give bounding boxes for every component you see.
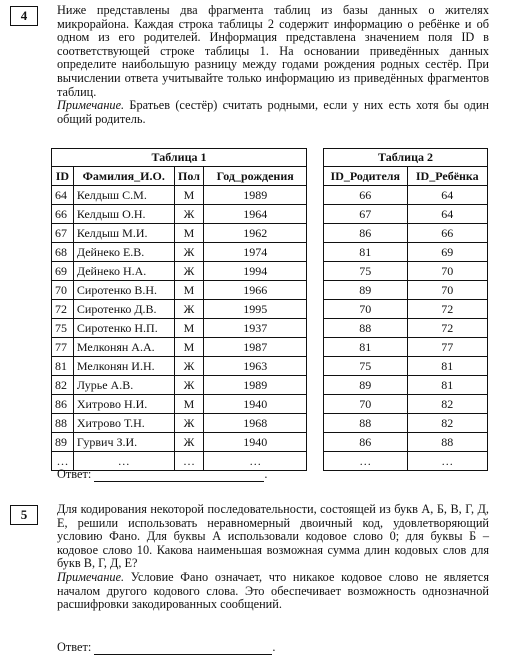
table-1-cell: 88 xyxy=(52,414,74,433)
table-1-cell: Дейнеко Н.А. xyxy=(73,262,174,281)
table-2-cell: 82 xyxy=(407,395,487,414)
table-1-cell: 68 xyxy=(52,243,74,262)
table-1-cell: 1964 xyxy=(204,205,307,224)
table-2-cell: 88 xyxy=(324,414,408,433)
table-2-row xyxy=(324,281,488,300)
table-1-cell: 75 xyxy=(52,319,74,338)
table-1-cell: Келдыш М.И. xyxy=(73,224,174,243)
table-2-cell: 70 xyxy=(407,262,487,281)
table-1-cell: Сиротенко Д.В. xyxy=(73,300,174,319)
table-1-cell: М xyxy=(174,224,204,243)
table-1-cell: … xyxy=(73,452,174,471)
table-1-cell: 1968 xyxy=(204,414,307,433)
table-1-cell: Ж xyxy=(174,243,204,262)
table-1-row xyxy=(52,224,307,243)
table-2-row xyxy=(324,357,488,376)
table-1-cell: Ж xyxy=(174,262,204,281)
table-1-row xyxy=(52,433,307,452)
table-1-cell: 1962 xyxy=(204,224,307,243)
table-1-cell: 1937 xyxy=(204,319,307,338)
table-1-cell: 1940 xyxy=(204,395,307,414)
table-1-cell: Келдыш С.М. xyxy=(73,186,174,205)
task-5-answer-label: Ответ: xyxy=(57,640,92,654)
table-1-cell: 1940 xyxy=(204,433,307,452)
table-1-cell: М xyxy=(174,319,204,338)
table-2-header-cell: ID_Родителя xyxy=(324,167,408,186)
task-4-question: Ниже представлены два фрагмента таблиц из базы данных о жителях микрорайона. Каждая строка таблицы 2 содержит информацию о ребёнке и об одном из его родителей. Информация представлена значением поля ID в соответствующей строке таблицы 1. На основании приведённых данных определите наибольшую разницу между годами рождения родных сестёр. При вычислении ответа учитывайте только информацию из приведённых фрагментов таблиц. xyxy=(57,3,489,99)
table-1-cell: Ж xyxy=(174,414,204,433)
table-1-cell: 77 xyxy=(52,338,74,357)
table-1-row xyxy=(52,262,307,281)
task-5-answer xyxy=(57,640,275,655)
table-2-cell: … xyxy=(407,452,487,471)
table-2-row xyxy=(324,338,488,357)
table-1-header-cell: ID xyxy=(52,167,74,186)
table-1-cell: 1989 xyxy=(204,186,307,205)
table-2-cell: 64 xyxy=(407,186,487,205)
table-1-cell: 82 xyxy=(52,376,74,395)
table-1-cell: М xyxy=(174,186,204,205)
table-2-row xyxy=(324,262,488,281)
table-1-cell: Дейнеко Е.В. xyxy=(73,243,174,262)
table-1-cell: 69 xyxy=(52,262,74,281)
table-1-cell: 81 xyxy=(52,357,74,376)
task-5-question: Для кодирования некоторой последовательности, состоящей из букв А, Б, В, Г, Д, Е, решили использовать неравномерный двоичный код, удовлетворяющий условию Фано. Для буквы А использовали кодовое слово 0; для буквы Б – кодовое слово 10. Какова наименьшая возможная сумма длин кодовых слов для букв В, Г, Д, Е? xyxy=(57,502,489,571)
table-1-row xyxy=(52,357,307,376)
table-2-cell: 70 xyxy=(324,300,408,319)
task-4-answer-label: Ответ: xyxy=(57,467,92,481)
table-2-cell: 70 xyxy=(324,395,408,414)
table-2-cell: 72 xyxy=(407,319,487,338)
table-1-cell: Сиротенко Н.П. xyxy=(73,319,174,338)
table-1-cell: 70 xyxy=(52,281,74,300)
table-2-cell: 82 xyxy=(407,414,487,433)
table-2-cell: 72 xyxy=(407,300,487,319)
table-1-cell: М xyxy=(174,338,204,357)
table-1-cell: Сиротенко В.Н. xyxy=(73,281,174,300)
table-1-cell: 1987 xyxy=(204,338,307,357)
table-1-cell: … xyxy=(52,452,74,471)
table-2-cell: 77 xyxy=(407,338,487,357)
task-4-note-text: Братьев (сестёр) считать родными, если у них есть хотя бы один общий родитель. xyxy=(57,98,489,126)
table-1-cell: 1966 xyxy=(204,281,307,300)
table-1-cell: Ж xyxy=(174,357,204,376)
table-2-cell: … xyxy=(324,452,408,471)
table-1-cell: Ж xyxy=(174,433,204,452)
table-2-caption: Таблица 2 xyxy=(324,149,488,167)
table-2-cell: 67 xyxy=(324,205,408,224)
table-1-cell: 1989 xyxy=(204,376,307,395)
table-2-cell: 86 xyxy=(324,224,408,243)
task-4-answer-field[interactable] xyxy=(94,467,264,482)
table-2-cell: 89 xyxy=(324,376,408,395)
table-1-cell: Лурье А.В. xyxy=(73,376,174,395)
table-1-cell: 66 xyxy=(52,205,74,224)
table-1-cell: Келдыш О.Н. xyxy=(73,205,174,224)
table-1-row xyxy=(52,186,307,205)
table-2-cell: 66 xyxy=(407,224,487,243)
table-1-cell: Хитрово Т.Н. xyxy=(73,414,174,433)
table-2-header-cell: ID_Ребёнка xyxy=(407,167,487,186)
task-5-note-text: Условие Фано означает, что никакое кодовое слово не является началом другого кодового слова. Это обеспечивает возможность однозначной расшифровки закодированных сообщений. xyxy=(57,569,489,612)
table-1-cell: … xyxy=(204,452,307,471)
table-2-cell: 69 xyxy=(407,243,487,262)
table-1-cell: Ж xyxy=(174,205,204,224)
table-2 xyxy=(323,148,488,471)
table-1-cell: Хитрово Н.И. xyxy=(73,395,174,414)
table-1-cell: 89 xyxy=(52,433,74,452)
task-4-number: 4 xyxy=(10,6,38,26)
table-2-row xyxy=(324,205,488,224)
table-2-row xyxy=(324,186,488,205)
table-1-row xyxy=(52,376,307,395)
table-2-cell: 81 xyxy=(407,376,487,395)
table-1-cell: 64 xyxy=(52,186,74,205)
table-1 xyxy=(51,148,307,471)
table-1-row xyxy=(52,395,307,414)
table-2-cell: 88 xyxy=(324,319,408,338)
table-1-row xyxy=(52,338,307,357)
table-1-cell: … xyxy=(174,452,204,471)
table-2-row xyxy=(324,433,488,452)
table-2-cell: 88 xyxy=(407,433,487,452)
task-5-answer-dot: . xyxy=(272,640,276,654)
task-4-note xyxy=(57,99,489,126)
table-1-row xyxy=(52,300,307,319)
table-2-row xyxy=(324,376,488,395)
table-2-cell: 66 xyxy=(324,186,408,205)
table-2-row xyxy=(324,300,488,319)
table-1-cell: Ж xyxy=(174,376,204,395)
table-1-cell: Мелконян И.Н. xyxy=(73,357,174,376)
table-1-cell: 86 xyxy=(52,395,74,414)
table-2-cell: 81 xyxy=(407,357,487,376)
table-1-cell: М xyxy=(174,395,204,414)
table-2-cell: 75 xyxy=(324,262,408,281)
task-5-answer-field[interactable] xyxy=(94,640,272,655)
task-5-note xyxy=(57,571,489,612)
table-2-row xyxy=(324,452,488,471)
table-1-cell: 1994 xyxy=(204,262,307,281)
table-2-cell: 89 xyxy=(324,281,408,300)
table-2-cell: 75 xyxy=(324,357,408,376)
table-1-cell: 1963 xyxy=(204,357,307,376)
table-2-row xyxy=(324,414,488,433)
table-1-cell: Гурвич З.И. xyxy=(73,433,174,452)
table-2-row xyxy=(324,319,488,338)
table-1-cell: М xyxy=(174,281,204,300)
table-1-header-cell: Пол xyxy=(174,167,204,186)
table-1-row xyxy=(52,243,307,262)
table-1-header-cell: Фамилия_И.О. xyxy=(73,167,174,186)
table-2-cell: 64 xyxy=(407,205,487,224)
task-4-note-label: Примечание. xyxy=(57,98,125,113)
table-2-row xyxy=(324,243,488,262)
table-1-header-cell: Год_рождения xyxy=(204,167,307,186)
table-2-cell: 70 xyxy=(407,281,487,300)
table-1-row xyxy=(52,414,307,433)
table-1-row xyxy=(52,319,307,338)
table-1-cell: Ж xyxy=(174,300,204,319)
task-5-text-block xyxy=(57,503,489,612)
table-2-cell: 81 xyxy=(324,338,408,357)
task-4-answer xyxy=(57,467,267,482)
task-4-text-block xyxy=(57,4,489,126)
table-2-row xyxy=(324,224,488,243)
table-1-cell: 72 xyxy=(52,300,74,319)
task-5-number: 5 xyxy=(10,505,38,525)
table-2-cell: 81 xyxy=(324,243,408,262)
table-1-cell: 1974 xyxy=(204,243,307,262)
table-1-row xyxy=(52,281,307,300)
table-2-cell: 86 xyxy=(324,433,408,452)
table-1-cell: 1995 xyxy=(204,300,307,319)
task-5-note-label: Примечание. xyxy=(57,569,125,584)
table-1-cell: Мелконян А.А. xyxy=(73,338,174,357)
table-1-cell: 67 xyxy=(52,224,74,243)
task-4-answer-dot: . xyxy=(264,467,268,481)
table-1-caption: Таблица 1 xyxy=(52,149,307,167)
table-1-row xyxy=(52,205,307,224)
table-2-row xyxy=(324,395,488,414)
